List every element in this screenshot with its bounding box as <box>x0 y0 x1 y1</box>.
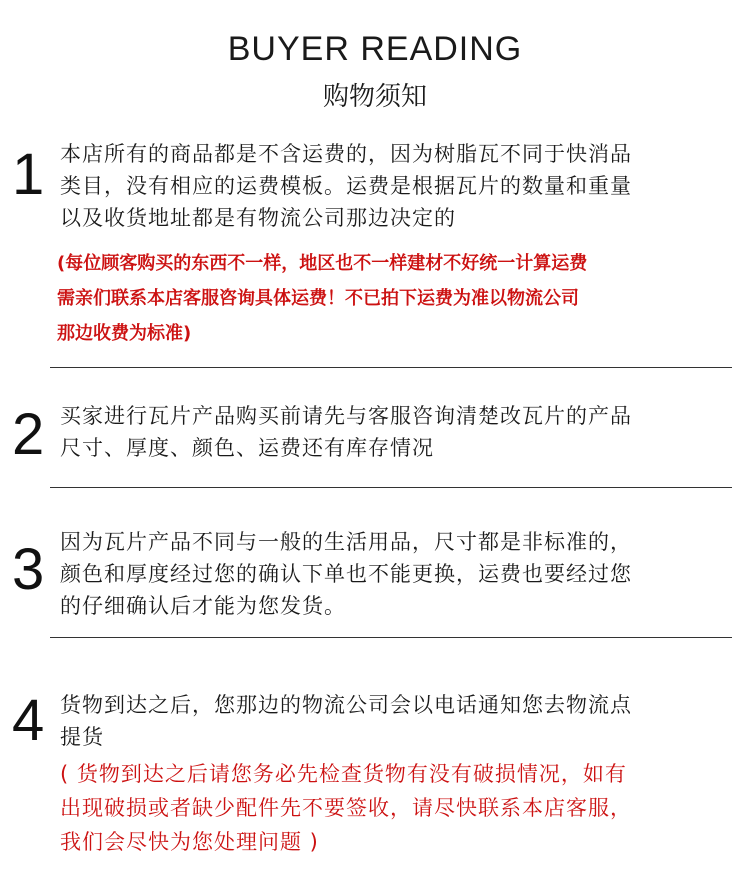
item-number: 2 <box>12 402 45 467</box>
text-line: 提货 <box>60 725 104 749</box>
text-line: 的仔细确认后才能为您发货。 <box>60 594 346 618</box>
note-line: 我们会尽快为您处理问题 ) <box>60 830 319 854</box>
note-line: 那边收费为标准) <box>57 323 192 344</box>
note-line: 出现破损或者缺少配件先不要签收，请尽快联系本店客服， <box>60 796 632 820</box>
item-text <box>60 689 632 753</box>
text-line: 类目，没有相应的运费模板。运费是根据瓦片的数量和重量 <box>60 174 632 198</box>
note-line: ( 货物到达之后请您务必先检查货物有没有破损情况，如有 <box>60 762 627 786</box>
text-line: 以及收货地址都是有物流公司那边决定的 <box>60 206 456 230</box>
note-line: (每位顾客购买的东西不一样，地区也不一样建材不好统一计算运费 <box>57 253 588 274</box>
item-number: 1 <box>12 142 45 207</box>
item-text <box>60 400 632 464</box>
item-text <box>60 138 632 234</box>
section-divider <box>50 637 732 638</box>
item-number: 3 <box>12 537 45 602</box>
section-divider <box>50 367 732 368</box>
page-title-english: BUYER READING <box>227 30 523 68</box>
item-number: 4 <box>12 688 45 753</box>
item-text <box>60 526 632 622</box>
text-line: 本店所有的商品都是不含运费的，因为树脂瓦不同于快消品 <box>60 142 632 166</box>
note-line: 需亲们联系本店客服咨询具体运费！不已拍下运费为准以物流公司 <box>57 288 579 309</box>
text-line: 颜色和厚度经过您的确认下单也不能更换，运费也要经过您 <box>60 562 632 586</box>
section-divider <box>50 487 732 488</box>
page-title-chinese: 购物须知 <box>322 82 427 112</box>
text-line: 因为瓦片产品不同与一般的生活用品，尺寸都是非标准的， <box>60 530 632 554</box>
item-note <box>60 757 632 859</box>
text-line: 买家进行瓦片产品购买前请先与客服咨询清楚改瓦片的产品 <box>60 404 632 428</box>
text-line: 货物到达之后，您那边的物流公司会以电话通知您去物流点 <box>60 693 632 717</box>
text-line: 尺寸、厚度、颜色、运费还有库存情况 <box>60 436 434 460</box>
item-note <box>57 246 587 351</box>
